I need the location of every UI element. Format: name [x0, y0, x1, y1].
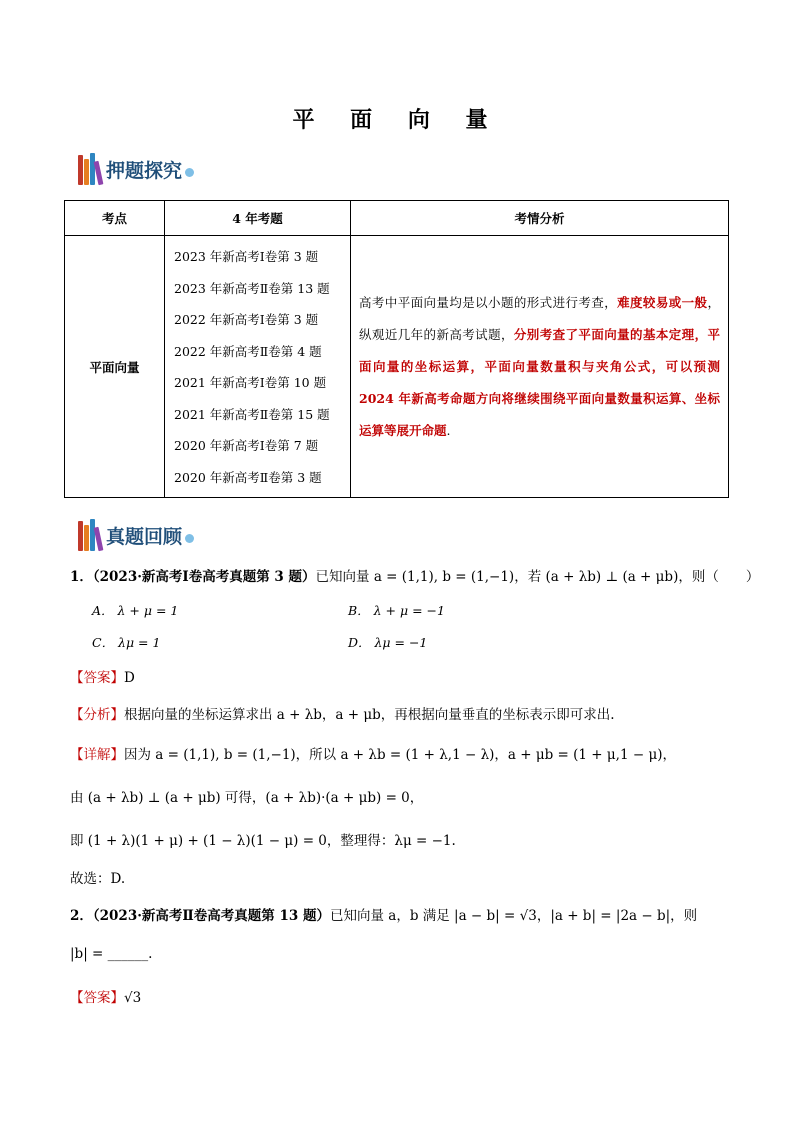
answer-value: √3: [124, 990, 142, 1006]
exam-item: 2020 年新高考Ⅰ卷第 7 题: [174, 438, 319, 453]
question-stem: 已知向量 a = (1,1), b = (1,−1)，若 (a + λb) ⊥ (a + μb)，则（ ）: [315, 569, 760, 585]
exam-item: 2023 年新高考Ⅰ卷第 3 题: [174, 249, 319, 264]
exam-item: 2022 年新高考Ⅰ卷第 3 题: [174, 312, 319, 327]
analysis-text: .: [446, 422, 451, 438]
exams-cell: [165, 236, 351, 498]
question-2: [70, 904, 697, 924]
answer-line: [70, 986, 141, 1006]
option-b: B． λ + μ = −1: [348, 603, 445, 618]
question-source: 1．（2023·新高考Ⅰ卷高考真题第 3 题）: [70, 569, 316, 585]
option-a: A． λ + μ = 1: [92, 603, 179, 618]
section-header-explore: [78, 152, 194, 186]
exam-analysis-table: [64, 200, 729, 498]
header-topic: 考点: [65, 201, 165, 236]
section-title: 真题回顾: [106, 525, 183, 548]
exam-item: 2020 年新高考Ⅱ卷第 3 题: [174, 469, 322, 485]
answer-line: [70, 666, 135, 686]
answer-value: D: [124, 670, 135, 686]
option-d: D． λμ = −1: [348, 635, 428, 650]
conclusion-line: 故选：D.: [70, 871, 126, 887]
books-icon: [78, 519, 102, 551]
section-title: 押题探究: [106, 159, 183, 182]
detail-tag: 【详解】: [70, 747, 124, 763]
option-c: C． λμ = 1: [92, 635, 161, 650]
exam-item: 2022 年新高考Ⅱ卷第 4 题: [174, 343, 322, 359]
header-analysis: 考情分析: [351, 201, 729, 236]
detail-line-3: 即 (1 + λ)(1 + μ) + (1 − λ)(1 − μ) = 0，整理得：λμ = −1.: [70, 833, 456, 849]
page-title: 平 面 向 量: [292, 107, 502, 133]
exam-item: 2023 年新高考Ⅱ卷第 13 题: [174, 280, 330, 296]
exam-item: 2021 年新高考Ⅰ卷第 10 题: [174, 375, 327, 390]
answer-tag: 【答案】: [70, 670, 124, 686]
topic-cell: 平面向量: [65, 236, 165, 498]
question-stem: 已知向量 a，b 满足 |a − b| = √3，|a + b| = |2a − b|，则: [329, 908, 698, 924]
question-2-blank: |b| = ______.: [70, 946, 153, 962]
analysis-tag: 【分析】: [70, 707, 124, 723]
analysis-highlight: 分别考查了平面向量的基本定理，平面向量的坐标运算，平面向量数量积与夹角公式，可以预测 2024 年新高考命题方向将继续围绕平面向量数量积运算、坐标运算等展开命题: [359, 326, 720, 438]
section-header-review: [78, 518, 194, 552]
question-source: 2．（2023·新高考Ⅱ卷高考真题第 13 题）: [70, 908, 330, 924]
header-exams: 4 年考题: [165, 201, 351, 236]
analysis-text: 根据向量的坐标运算求出 a + λb，a + μb，再根据向量垂直的坐标表示即可求出.: [124, 707, 615, 723]
answer-tag: 【答案】: [70, 990, 124, 1006]
detail-line-1: [70, 743, 676, 763]
dot-icon: [185, 168, 194, 177]
dot-icon: [185, 534, 194, 543]
books-icon: [78, 153, 102, 185]
exam-item: 2021 年新高考Ⅱ卷第 15 题: [174, 406, 330, 422]
analysis-cell: [351, 236, 729, 498]
question-1: [70, 565, 759, 585]
analysis-text: 高考中平面向量均是以小题的形式进行考查，: [359, 294, 618, 310]
analysis-line: [70, 703, 615, 723]
analysis-text: ，纵观近几年的新高考试题，: [359, 294, 720, 342]
detail-line-2: 由 (a + λb) ⊥ (a + μb) 可得，(a + λb)·(a + μb) = 0，: [70, 790, 424, 806]
detail-text: 因为 a = (1,1), b = (1,−1)，所以 a + λb = (1 + λ,1 − λ)，a + μb = (1 + μ,1 − μ)，: [124, 747, 676, 763]
analysis-highlight: 难度较易或一般: [617, 294, 708, 310]
